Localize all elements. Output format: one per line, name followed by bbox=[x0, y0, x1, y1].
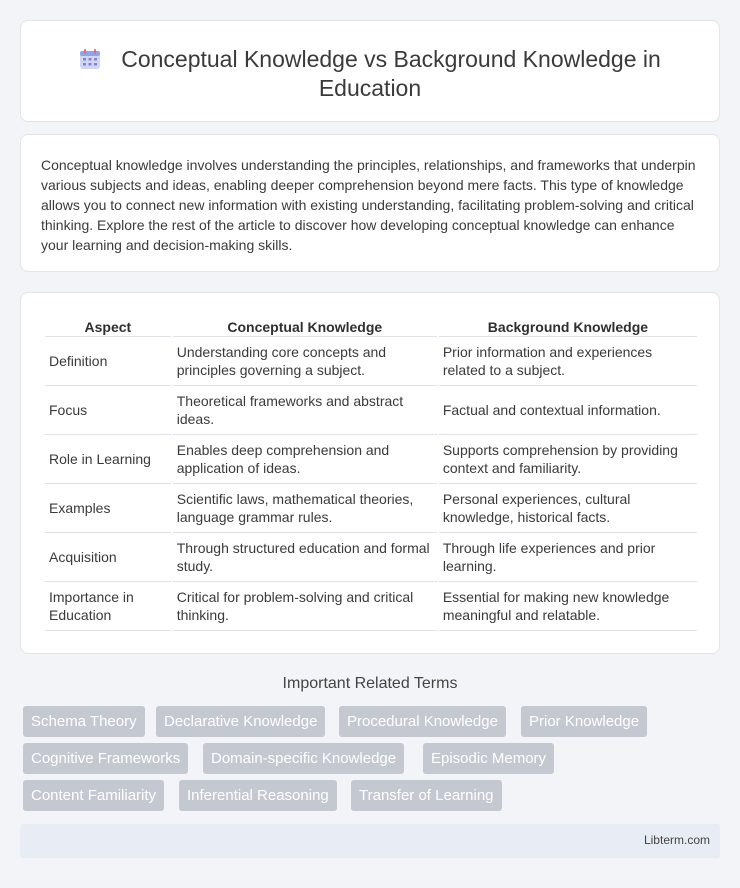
header-conceptual: Conceptual Knowledge bbox=[173, 315, 437, 337]
tag-schema-theory[interactable]: Schema Theory bbox=[23, 706, 145, 737]
cell-conceptual: Theoretical frameworks and abstract ideas. bbox=[173, 386, 437, 435]
page-title-wrap bbox=[21, 45, 719, 103]
tag-prior-knowledge[interactable]: Prior Knowledge bbox=[521, 706, 647, 737]
cell-background: Prior information and experiences related to a subject. bbox=[439, 337, 697, 386]
cell-aspect: Acquisition bbox=[45, 533, 171, 582]
cell-aspect: Definition bbox=[45, 337, 171, 386]
cell-conceptual: Critical for problem-solving and critical thinking. bbox=[173, 582, 437, 631]
footer-site-link[interactable]: Libterm.com bbox=[643, 833, 710, 847]
cell-aspect: Importance in Education bbox=[45, 582, 171, 631]
tag-procedural-knowledge[interactable]: Procedural Knowledge bbox=[339, 706, 506, 737]
tag-transfer-of-learning[interactable]: Transfer of Learning bbox=[351, 780, 502, 811]
tag-declarative-knowledge[interactable]: Declarative Knowledge bbox=[156, 706, 325, 737]
tag-cognitive-frameworks[interactable]: Cognitive Frameworks bbox=[23, 743, 188, 774]
related-terms-title: Important Related Terms bbox=[282, 675, 458, 692]
table-header-row bbox=[45, 315, 697, 337]
calendar-icon bbox=[79, 48, 101, 70]
cell-conceptual: Through structured education and formal study. bbox=[173, 533, 437, 582]
comparison-card bbox=[20, 292, 720, 654]
table-row bbox=[45, 582, 697, 631]
cell-background: Supports comprehension by providing context and familiarity. bbox=[439, 435, 697, 484]
cell-aspect: Role in Learning bbox=[45, 435, 171, 484]
cell-aspect: Examples bbox=[45, 484, 171, 533]
cell-background: Factual and contextual information. bbox=[439, 386, 697, 435]
table-row bbox=[45, 337, 697, 386]
header-aspect: Aspect bbox=[45, 315, 171, 337]
intro-text: Conceptual knowledge involves understanding the principles, relationships, and frameworks that underpin various subjects and ideas, enabling deeper comprehension beyond mere facts. This type of knowledge allows you to connect new information with existing understanding, facilitating problem-solving and critical thinking. Explore the rest of the article to discover how developing conceptual knowledge can enhance your learning and decision-making skills. bbox=[41, 157, 696, 253]
cell-background: Personal experiences, cultural knowledge, historical facts. bbox=[439, 484, 697, 533]
cell-conceptual: Enables deep comprehension and application of ideas. bbox=[173, 435, 437, 484]
cell-aspect: Focus bbox=[45, 386, 171, 435]
cell-conceptual: Scientific laws, mathematical theories, language grammar rules. bbox=[173, 484, 437, 533]
table-row bbox=[45, 484, 697, 533]
tag-episodic-memory[interactable]: Episodic Memory bbox=[423, 743, 554, 774]
table-row bbox=[45, 533, 697, 582]
header-card bbox=[20, 20, 720, 122]
tag-inferential-reasoning[interactable]: Inferential Reasoning bbox=[179, 780, 337, 811]
cell-conceptual: Understanding core concepts and principles governing a subject. bbox=[173, 337, 437, 386]
cell-background: Through life experiences and prior learning. bbox=[439, 533, 697, 582]
page-title: Conceptual Knowledge vs Background Knowledge in Education bbox=[121, 46, 661, 101]
footer bbox=[20, 824, 720, 858]
comparison-table bbox=[43, 315, 699, 631]
header-background: Background Knowledge bbox=[439, 315, 697, 337]
cell-background: Essential for making new knowledge meaningful and relatable. bbox=[439, 582, 697, 631]
intro-card bbox=[20, 134, 720, 272]
tag-domain-specific-knowledge[interactable]: Domain-specific Knowledge bbox=[203, 743, 404, 774]
tag-content-familiarity[interactable]: Content Familiarity bbox=[23, 780, 164, 811]
table-row bbox=[45, 435, 697, 484]
table-row bbox=[45, 386, 697, 435]
